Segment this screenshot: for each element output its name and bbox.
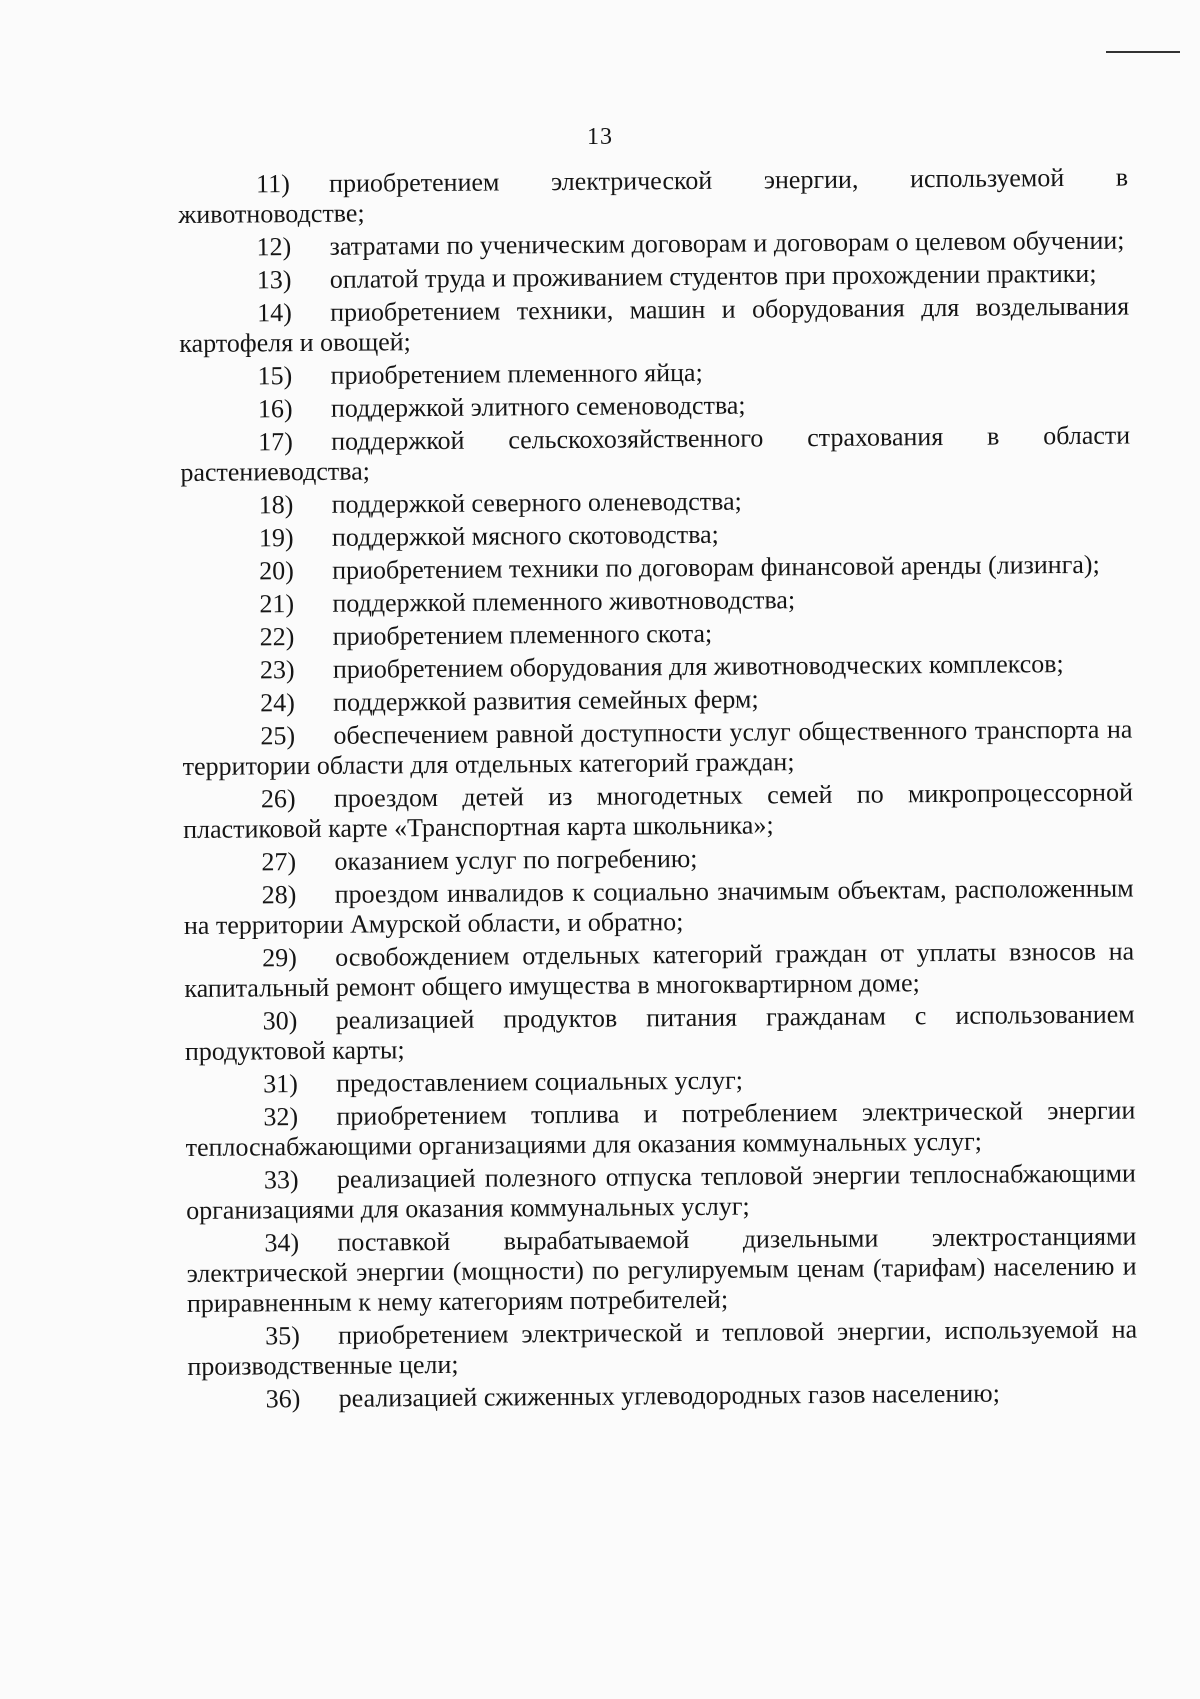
item-number: 15)	[257, 361, 293, 391]
item-text: поддержкой элитного семеноводства;	[330, 390, 746, 423]
item-text: поддержкой мясного скотоводства;	[331, 519, 719, 552]
list-item	[181, 484, 1131, 521]
item-number: 11)	[255, 169, 290, 199]
item-text: поддержкой северного оленеводства;	[331, 486, 742, 519]
item-number: 26)	[260, 784, 296, 814]
corner-line	[1106, 51, 1180, 53]
list-item	[185, 1063, 1135, 1100]
list-item	[186, 1159, 1136, 1226]
item-text: приобретением техники по договорам финансовой аренды (лизинга);	[332, 549, 1100, 585]
item-text: оказанием услуг по погребению;	[334, 843, 698, 876]
item-number: 34)	[264, 1228, 300, 1258]
item-number: 12)	[256, 232, 292, 262]
list-item	[179, 292, 1129, 359]
list-item	[186, 1222, 1137, 1319]
list-item	[185, 1000, 1135, 1067]
item-number: 13)	[256, 265, 292, 295]
list-item	[179, 259, 1129, 296]
list-item	[182, 649, 1132, 686]
item-text: поставкой вырабатываемой дизельными электростанциями электрической энергии (мощности) по регулируемым ценам (тарифам) населению и приравненным к нему категориям потребителей;	[186, 1221, 1137, 1318]
item-text: поддержкой развития семейных ферм;	[333, 684, 759, 717]
item-text: поддержкой сельскохозяйственного страхования в области растениеводства;	[180, 420, 1131, 487]
item-text: реализацией продуктов питания гражданам с использованием продуктовой карты;	[184, 999, 1135, 1066]
item-number: 29)	[262, 943, 297, 973]
item-text: предоставлением социальных услуг;	[336, 1065, 744, 1098]
item-number: 24)	[260, 688, 295, 718]
item-number: 31)	[263, 1069, 298, 1099]
list-item	[181, 550, 1131, 587]
item-number: 22)	[259, 622, 295, 652]
item-text: затратами по ученическим договорам и договорам о целевом обучении;	[329, 225, 1125, 261]
item-text: проездом детей из многодетных семей по микропроцессорной пластиковой карте «Транспортная карта школьника»;	[183, 777, 1134, 844]
item-list	[178, 163, 1138, 1418]
item-text: поддержкой племенного животноводства;	[332, 585, 796, 618]
list-item	[181, 517, 1131, 554]
item-text: приобретением топлива и потреблением электрической энергии теплоснабжающими организациями для оказания коммунальных услуг;	[185, 1095, 1136, 1162]
item-text: освобождением отдельных категорий граждан от уплаты взносов на капитальный ремонт общего имущества в многоквартирном доме;	[184, 936, 1135, 1003]
list-item	[182, 682, 1132, 719]
list-item	[183, 841, 1133, 878]
list-item	[178, 226, 1128, 263]
item-text: приобретением электрической энергии, используемой в животноводстве;	[178, 162, 1129, 229]
item-text: проездом инвалидов к социально значимым объектам, расположенным на территории Амурской области, и обратно;	[183, 873, 1134, 940]
list-item	[184, 874, 1134, 941]
item-text: приобретением племенного скота;	[332, 618, 713, 651]
list-item	[181, 583, 1131, 620]
item-number: 35)	[265, 1321, 300, 1351]
item-text: приобретением племенного яйца;	[330, 357, 703, 390]
item-number: 36)	[265, 1384, 301, 1414]
item-number: 27)	[261, 847, 297, 877]
list-item	[183, 778, 1133, 845]
page-number: 13	[587, 124, 613, 150]
item-number: 18)	[258, 490, 294, 520]
list-item	[188, 1378, 1138, 1415]
item-text: реализацией сжиженных углеводородных газов населению;	[338, 1378, 1000, 1413]
list-item	[184, 937, 1134, 1004]
item-text: приобретением электрической и тепловой энергии, используемой на производственные цели;	[187, 1314, 1138, 1381]
list-item	[182, 616, 1132, 653]
item-number: 19)	[258, 523, 294, 553]
list-item	[187, 1315, 1137, 1382]
item-text: приобретением техники, машин и оборудования для возделывания картофеля и овощей;	[179, 291, 1130, 358]
item-text: реализацией полезного отпуска тепловой энергии теплоснабжающими организациями для оказания коммунальных услуг;	[186, 1158, 1137, 1225]
item-number: 21)	[259, 589, 295, 619]
item-text: оплатой труда и проживанием студентов при прохождении практики;	[329, 258, 1097, 294]
list-item	[185, 1096, 1135, 1163]
item-number: 25)	[260, 721, 296, 751]
item-number: 23)	[259, 655, 295, 685]
list-item	[178, 163, 1128, 230]
item-number: 33)	[263, 1165, 299, 1195]
item-text: приобретением оборудования для животноводческих комплексов;	[332, 649, 1064, 684]
list-item	[180, 421, 1130, 488]
item-number: 14)	[257, 298, 292, 328]
item-text: обеспечением равной доступности услуг общественного транспорта на территории области для отдельных категорий граждан;	[182, 714, 1133, 781]
item-number: 32)	[263, 1102, 299, 1132]
item-number: 30)	[262, 1006, 298, 1036]
item-number: 17)	[258, 427, 293, 457]
item-number: 20)	[259, 556, 294, 586]
item-number: 16)	[257, 394, 293, 424]
list-item	[180, 355, 1130, 392]
list-item	[180, 388, 1130, 425]
item-number: 28)	[261, 880, 297, 910]
list-item	[182, 715, 1132, 782]
